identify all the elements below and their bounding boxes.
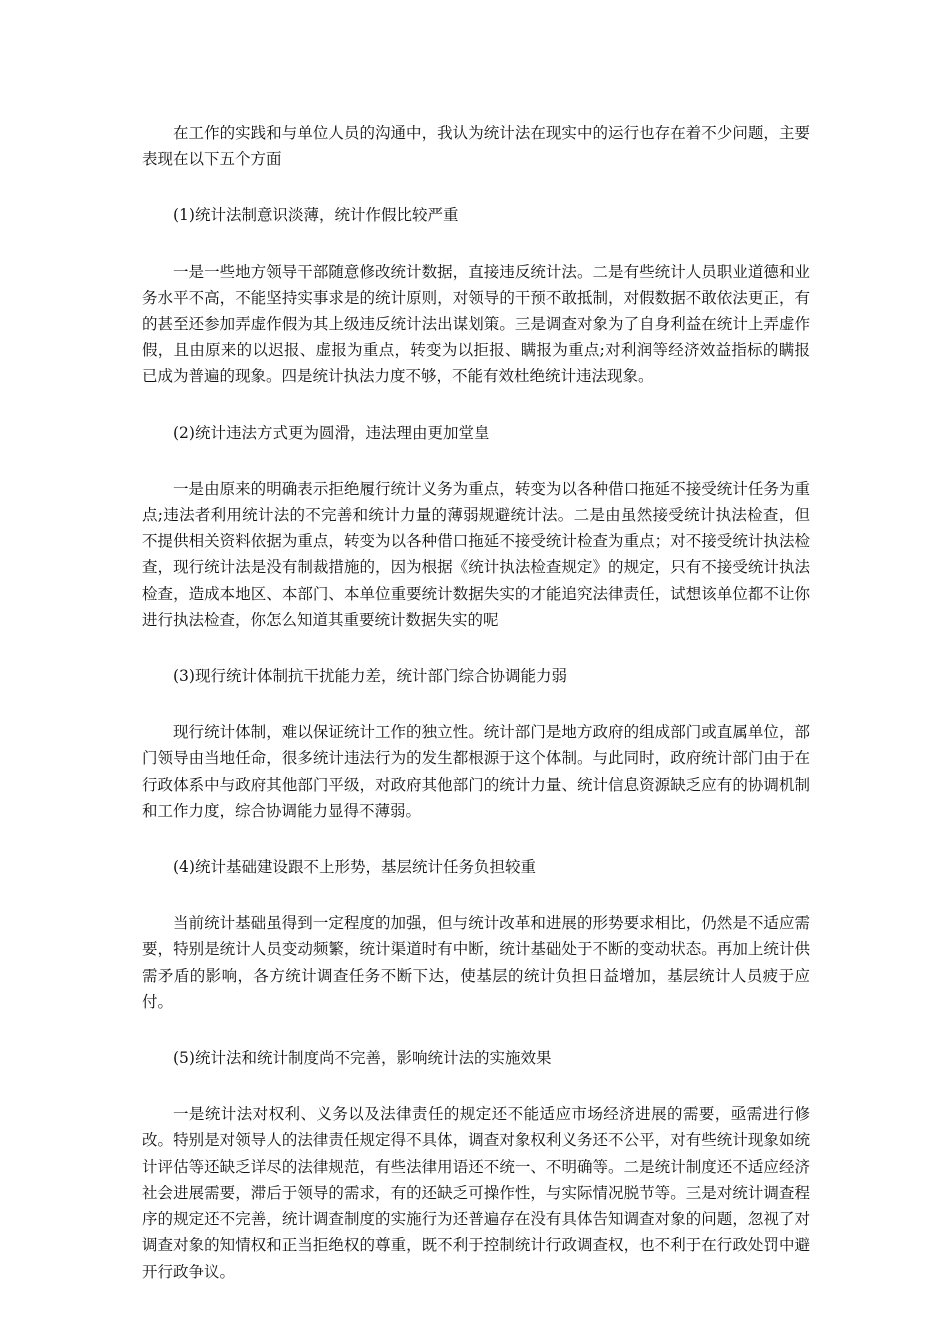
section-3-heading: (3)现行统计体制抗干扰能力差，统计部门综合协调能力弱 [173,667,567,686]
section-2-heading: (2)统计违法方式更为圆滑，违法理由更加堂皇 [173,423,490,442]
section-4-body: 当前统计基础虽得到一定程度的加强，但与统计改革和进展的形势要求相比，仍然是不适应需要，特别是统计人员变动频繁，统计渠道时有中断，统计基础处于不断的变动状态。再加上统计供需矛盾的影响，各方统计调查任务不断下达，使基层的统计负担日益增加，基层统计人员疲于应付。 [142,914,810,1011]
section-4-heading: (4)统计基础建设跟不上形势，基层统计任务负担较重 [173,858,536,877]
section-1-heading: (1)统计法制意识淡薄，统计作假比较严重 [173,206,459,225]
section-5-heading: (5)统计法和统计制度尚不完善，影响统计法的实施效果 [173,1049,552,1068]
document-page [142,120,810,1315]
section-1-body: 一是一些地方领导干部随意修改统计数据，直接违反统计法。二是有些统计人员职业道德和业务水平不高，不能坚持实事求是的统计原则，对领导的干预不敢抵制，对假数据不敢依法更正，有的甚至还参加弄虚作假为其上级违反统计法出谋划策。三是调查对象为了自身利益在统计上弄虚作假，且由原来的以迟报、虚报为重点，转变为以拒报、瞒报为重点;对利润等经济效益指标的瞒报已成为普遍的现象。四是统计执法力度不够，不能有效杜绝统计违法现象。 [142,262,810,386]
section-3-body: 现行统计体制，难以保证统计工作的独立性。统计部门是地方政府的组成部门或直属单位，部门领导由当地任命，很多统计违法行为的发生都根源于这个体制。与此同时，政府统计部门由于在行政体系中与政府其他部门平级，对政府其他部门的统计力量、统计信息资源缺乏应有的协调机制和工作力度，综合协调能力显得不薄弱。 [142,723,810,820]
section-2-body: 一是由原来的明确表示拒绝履行统计义务为重点，转变为以各种借口拖延不接受统计任务为重点;违法者利用统计法的不完善和统计力量的薄弱规避统计法。二是由虽然接受统计执法检查，但不提供相关资料依据为重点，转变为以各种借口拖延不接受统计检查为重点；对不接受统计执法检查，现行统计法是没有制裁措施的，因为根据《统计执法检查规定》的规定，只有不接受统计执法检查，造成本地区、本部门、本单位重要统计数据失实的才能追究法律责任，试想该单位都不让你进行执法检查，你怎么知道其重要统计数据失实的呢 [142,479,810,629]
intro-paragraph: 在工作的实践和与单位人员的沟通中，我认为统计法在现实中的运行也存在着不少问题，主要表现在以下五个方面 [142,124,810,169]
section-5-body: 一是统计法对权利、义务以及法律责任的规定还不能适应市场经济进展的需要，亟需进行修改。特别是对领导人的法律责任规定得不具体，调查对象权利义务还不公平，对有些统计现象如统计评估等还缺乏详尽的法律规范，有些法律用语还不统一、不明确等。二是统计制度还不适应经济社会进展需要，滞后于领导的需求，有的还缺乏可操作性，与实际情况脱节等。三是对统计调查程序的规定还不完善，统计调查制度的实施行为还普遍存在没有具体告知调查对象的问题，忽视了对调查对象的知情权和正当拒绝权的尊重，既不利于控制统计行政调查权，也不利于在行政处罚中避开行政争议。 [142,1105,810,1281]
